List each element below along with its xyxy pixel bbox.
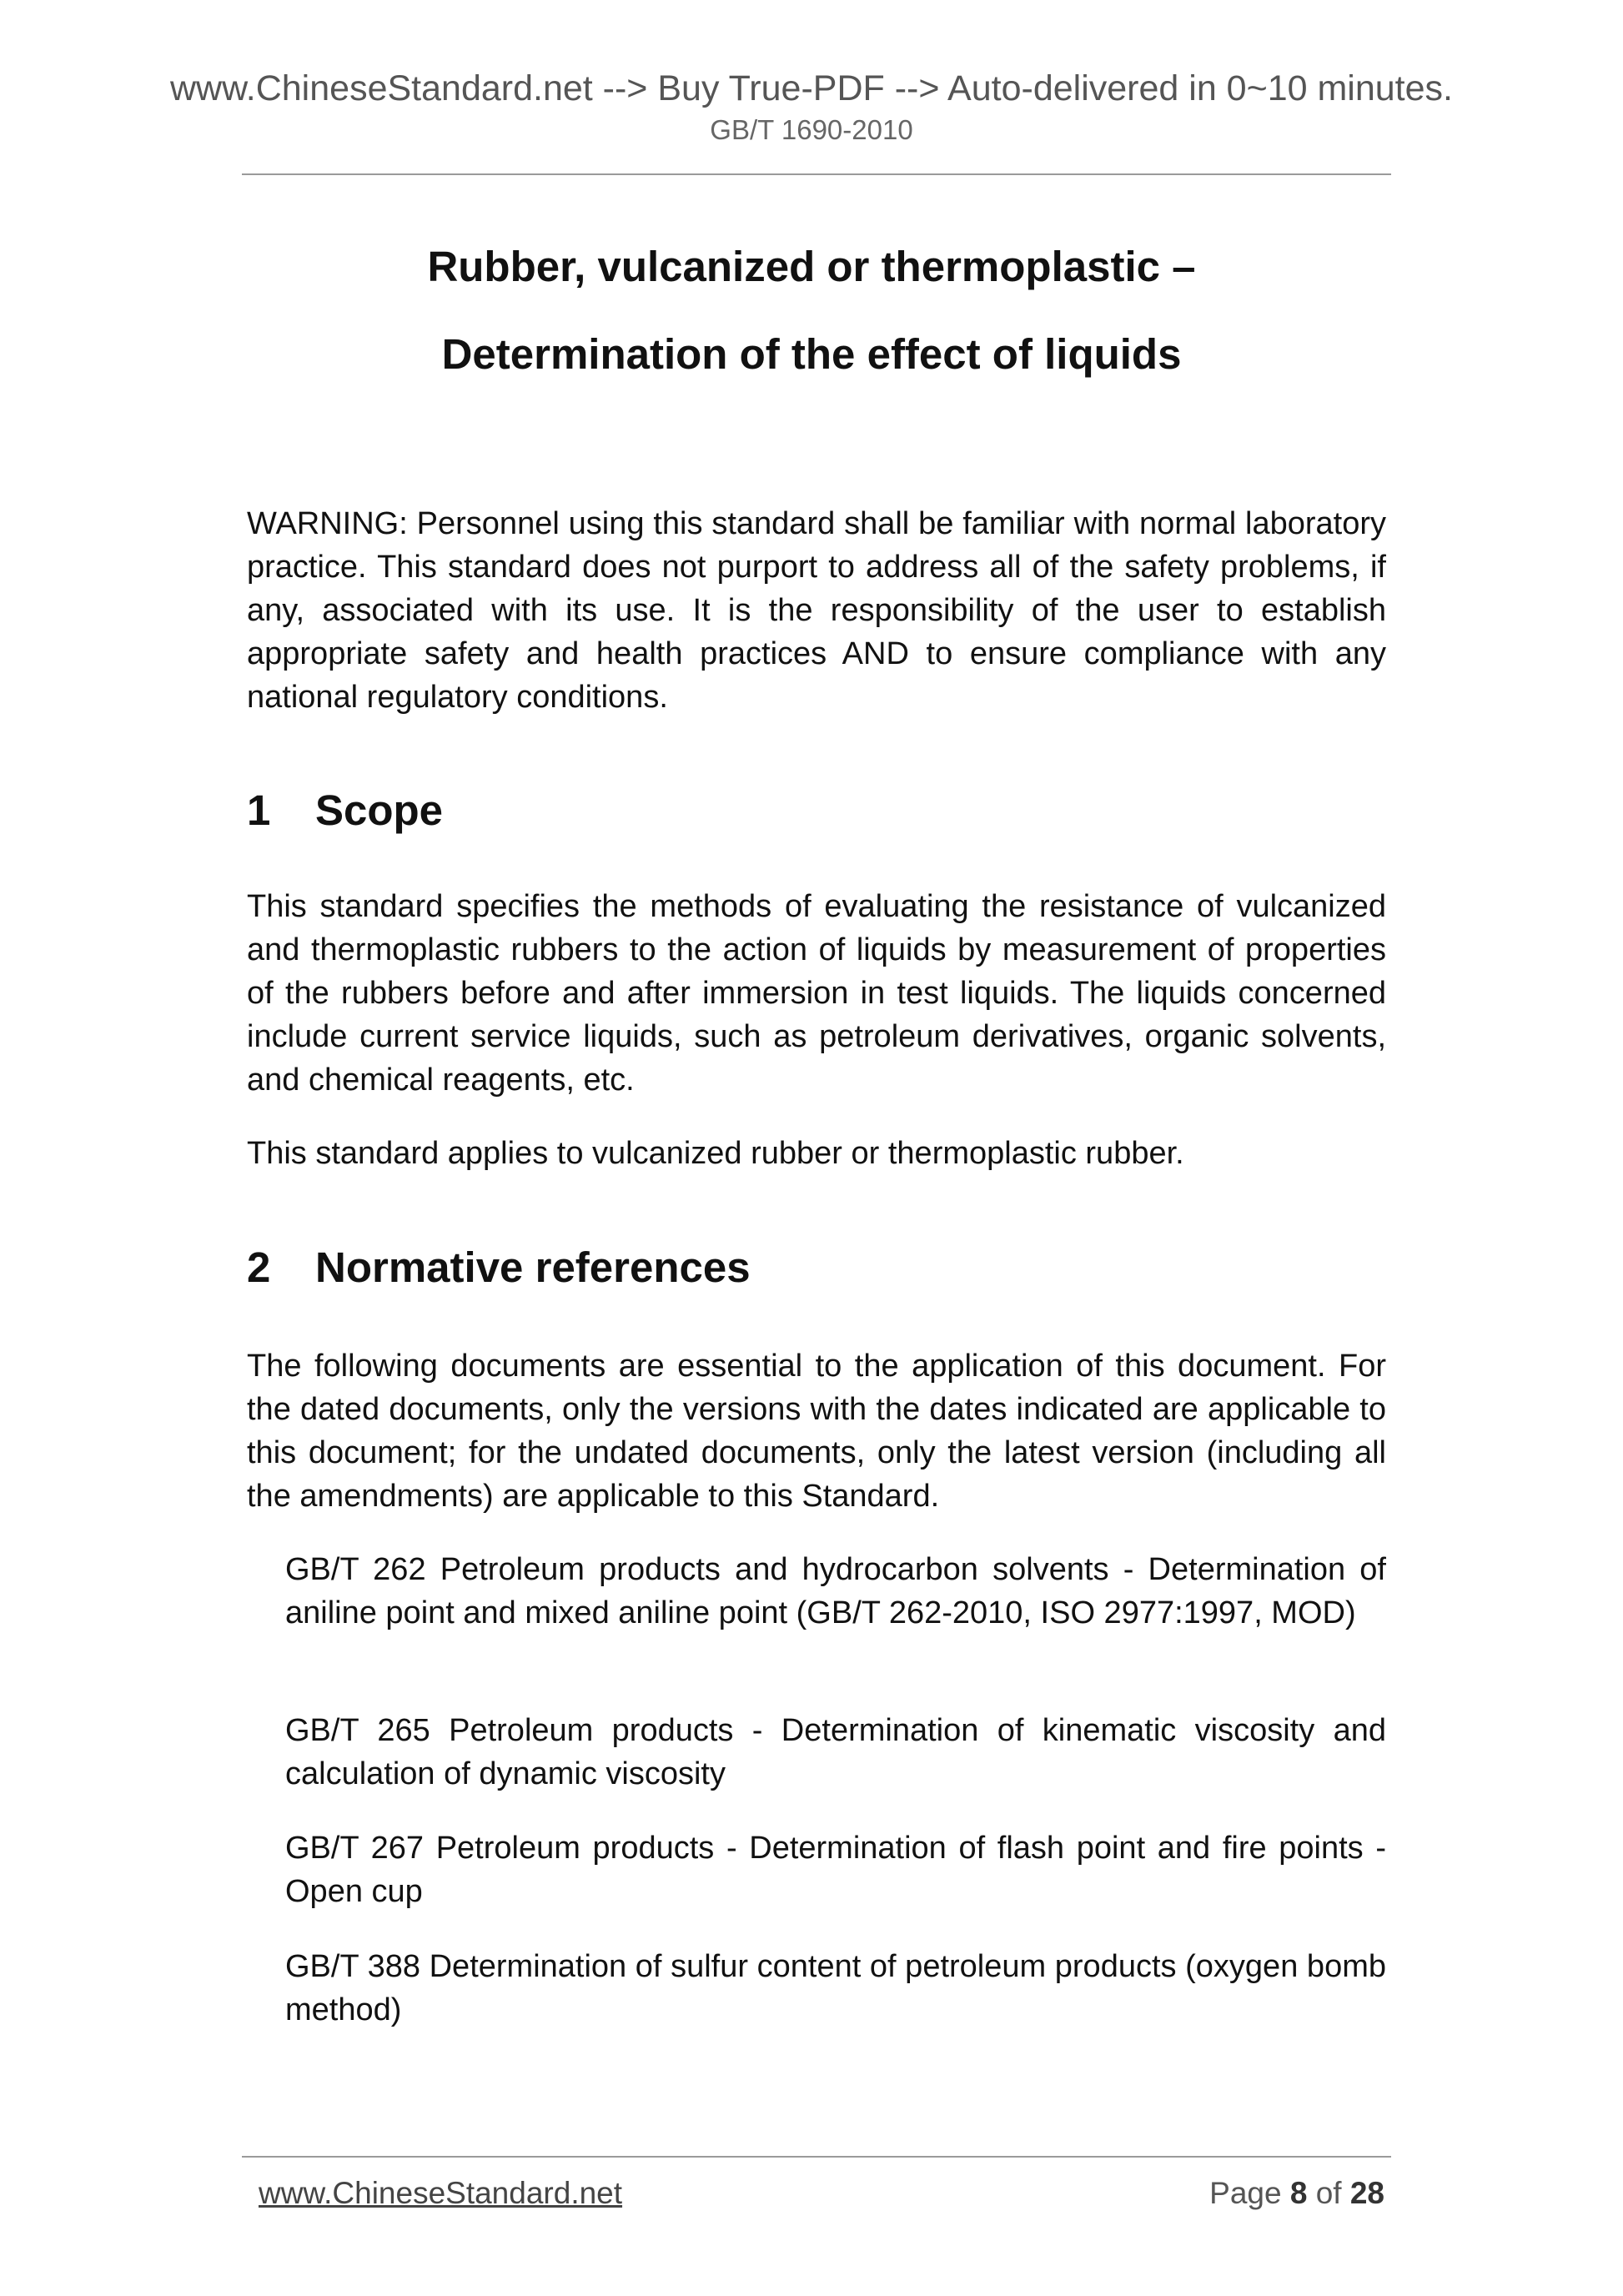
reference-item: GB/T 267 Petroleum products - Determination of flash point and fire points - Open cup	[285, 1831, 1386, 1909]
page-of-label: of	[1315, 2176, 1342, 2210]
references-intro-paragraph: The following documents are essential to the application of this document. For the dated documents, only the versions with the dates indicated are applicable to this document; for the undated documents, only the latest version (including all the amendments) are applicable to this Standard.	[247, 1349, 1386, 1514]
scope-paragraph-1: This standard specifies the methods of evaluating the resistance of vulcanized and thermoplastic rubbers to the action of liquids by measurement of properties of the rubbers before and after immersion in test liquids. The liquids concerned include current service liquids, such as petroleum derivatives, organic solvents, and chemical reagents, etc.	[247, 889, 1386, 1098]
reference-item: GB/T 262 Petroleum products and hydrocarbon solvents - Determination of aniline point and mixed aniline point (GB/T 262-2010, ISO 2977:1997, MOD)	[285, 1552, 1386, 1630]
warning-paragraph: WARNING: Personnel using this standard shall be familiar with normal laboratory practice. This standard does not purport to address all of the safety problems, if any, associated with its use. It is the responsibility of the user to establish appropriate safety and health practices AND to ensure compliance with any national regulatory conditions.	[247, 506, 1386, 715]
reference-item: GB/T 388 Determination of sulfur content of petroleum products (oxygen bomb method)	[285, 1949, 1386, 2027]
footer-divider	[242, 2156, 1391, 2158]
section-number: 2	[247, 1243, 271, 1291]
section-heading-normative-references	[247, 1243, 751, 1293]
section-number: 1	[247, 786, 271, 834]
header-divider	[242, 173, 1391, 175]
document-title-line1: Rubber, vulcanized or thermoplastic –	[427, 243, 1196, 290]
page-number	[1209, 2175, 1384, 2212]
section-title: Normative references	[315, 1243, 751, 1291]
section-title: Scope	[315, 786, 444, 834]
footer-website-link[interactable]: www.ChineseStandard.net	[259, 2176, 623, 2210]
page-current: 8	[1289, 2176, 1308, 2210]
header-banner: www.ChineseStandard.net --> Buy True-PDF --> Auto-delivered in 0~10 minutes.	[169, 68, 1453, 108]
section-heading-scope	[247, 786, 443, 836]
document-title-line2: Determination of the effect of liquids	[441, 330, 1182, 378]
page-label: Page	[1209, 2176, 1282, 2210]
page-total: 28	[1349, 2176, 1384, 2210]
scope-paragraph-2: This standard applies to vulcanized rubber or thermoplastic rubber.	[247, 1136, 1184, 1171]
reference-item: GB/T 265 Petroleum products - Determination of kinematic viscosity and calculation of dynamic viscosity	[285, 1713, 1386, 1791]
header-standard-number: GB/T 1690-2010	[710, 114, 913, 145]
